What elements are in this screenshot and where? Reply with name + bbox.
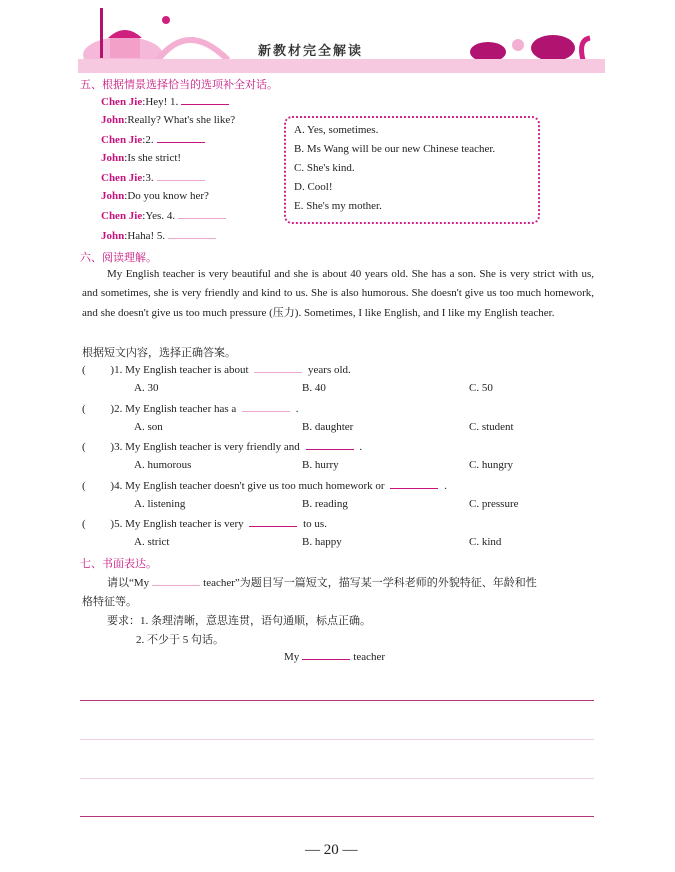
question-tail: .	[295, 402, 299, 415]
options-box	[284, 116, 540, 224]
speaker: Chen Jie	[101, 172, 143, 184]
dialogue-line: John:Haha! 5.	[101, 229, 219, 242]
question-row	[82, 402, 299, 415]
prompt-text: teacher”为题目写一篇短文，描写某一学科老师的外貌特征、年龄和性	[203, 577, 537, 589]
section6-title: 六、阅读理解。	[80, 251, 157, 264]
header-title: 新教材完全解读	[258, 44, 364, 59]
choice-b: B. reading	[302, 497, 348, 510]
line-text: 3.	[145, 172, 154, 184]
choice-c: C. pressure	[469, 497, 519, 510]
answer-blank[interactable]	[181, 95, 229, 105]
question-row	[82, 517, 327, 530]
answer-paren[interactable]: (	[82, 518, 111, 530]
question-text: )2. My English teacher has a	[110, 402, 237, 415]
prompt-blank	[152, 576, 200, 586]
instruction: 根据短文内容，选择正确答案。	[82, 347, 236, 359]
choice-b: B. hurry	[302, 459, 339, 472]
choice-b: B. 40	[302, 382, 326, 395]
answer-paren[interactable]: (	[82, 402, 111, 415]
section7-title: 七、书面表达。	[80, 557, 157, 570]
page-number: — 20 —	[305, 842, 358, 858]
writing-prompt-line2: 格特征等。	[82, 596, 137, 608]
writing-line[interactable]	[80, 739, 594, 740]
dialogue-line: Chen Jie:Hey! 1.	[101, 95, 232, 108]
question-text: )4. My English teacher doesn't give us too much homework or	[110, 479, 385, 492]
dialogue-line: Chen Jie:Yes. 4.	[101, 209, 229, 222]
dialogue-line: John:Do you know her?	[101, 190, 209, 202]
choice-c: C. 50	[469, 382, 493, 395]
question-row	[82, 363, 351, 376]
choice-b: B. daughter	[302, 420, 354, 433]
dialogue-line: Chen Jie:2.	[101, 133, 208, 146]
dialogue-line: John:Really? What's she like?	[101, 114, 236, 126]
essay-title-text: teacher	[353, 651, 386, 663]
answer-paren[interactable]: (	[82, 479, 111, 492]
speaker: Chen Jie	[101, 134, 143, 146]
question-blank	[242, 402, 290, 412]
question-text: )1. My English teacher is about	[110, 364, 249, 376]
option-b: B. Ms Wang will be our new Chinese teacher.	[294, 143, 496, 155]
speaker: John	[101, 152, 125, 164]
question-blank	[249, 517, 297, 527]
requirement-1: 要求：1. 条理清晰，意思连贯，语句通顺，标点正确。	[107, 615, 371, 627]
speaker: John	[101, 230, 125, 242]
dialogue-line: Chen Jie:3.	[101, 171, 208, 184]
section5-title: 五、根据情景选择恰当的选项补全对话。	[80, 78, 278, 91]
choice-a: A. 30	[134, 382, 159, 395]
line-text: Really? What's she like?	[127, 114, 236, 126]
choice-c: C. student	[469, 420, 514, 433]
essay-title	[284, 650, 385, 663]
question-tail: .	[359, 441, 363, 453]
question-tail: years old.	[308, 364, 351, 376]
question-row	[82, 479, 447, 492]
answer-paren[interactable]: (	[82, 441, 111, 453]
answer-blank[interactable]	[178, 209, 226, 219]
line-text: Do you know her?	[127, 190, 209, 202]
question-blank	[390, 479, 438, 489]
question-blank	[306, 440, 354, 450]
choice-c: C. kind	[469, 536, 502, 549]
question-row	[82, 440, 362, 453]
question-text: )5. My English teacher is very	[110, 518, 244, 530]
choice-a: A. strict	[134, 536, 170, 549]
header-band	[78, 59, 605, 73]
speaker: John	[101, 114, 125, 126]
option-a: A. Yes, sometimes.	[294, 124, 379, 136]
line-text: Is she strict!	[127, 152, 182, 164]
choice-a: A. listening	[134, 497, 186, 510]
option-d: D. Cool!	[294, 181, 333, 193]
option-e: E. She's my mother.	[294, 200, 382, 212]
choice-a: A. son	[134, 420, 163, 433]
answer-blank[interactable]	[168, 229, 216, 239]
line-text: Hey! 1.	[145, 96, 179, 108]
answer-paren[interactable]: (	[82, 364, 111, 376]
choice-a: A. humorous	[134, 459, 192, 472]
dialogue-line: John:Is she strict!	[101, 152, 182, 164]
essay-title-blank[interactable]	[302, 650, 350, 660]
writing-prompt	[107, 574, 537, 590]
speaker: Chen Jie	[101, 210, 143, 222]
choice-b: B. happy	[302, 536, 342, 549]
option-c: C. She's kind.	[294, 162, 355, 174]
choice-c: C. hungry	[469, 459, 513, 472]
requirement-2: 2. 不少于 5 句话。	[136, 634, 224, 646]
writing-line[interactable]	[80, 778, 594, 779]
essay-title-text: My	[284, 651, 300, 663]
question-tail: .	[444, 479, 447, 492]
line-text: 2.	[145, 134, 154, 146]
writing-line[interactable]	[80, 816, 594, 817]
line-text: Haha! 5.	[127, 230, 166, 242]
writing-line[interactable]	[80, 700, 594, 701]
prompt-text: 请以“My	[107, 577, 150, 589]
speaker: John	[101, 190, 125, 202]
question-text: )3. My English teacher is very friendly and	[110, 441, 300, 453]
answer-blank[interactable]	[157, 171, 205, 181]
question-tail: to us.	[303, 518, 327, 530]
speaker: Chen Jie	[101, 96, 143, 108]
answer-blank[interactable]	[157, 133, 205, 143]
reading-passage: My English teacher is very beautiful and she is about 40 years old. She has a son. She is very strict with us, and sometimes, she is very friendly and kind to us. She is also humorous. She doesn't give us too much homework, and she doesn't give us too much pressure (压力). Sometimes, I like English, and I like my English teacher.	[82, 268, 594, 319]
question-blank	[254, 363, 302, 373]
line-text: Yes. 4.	[145, 210, 176, 222]
